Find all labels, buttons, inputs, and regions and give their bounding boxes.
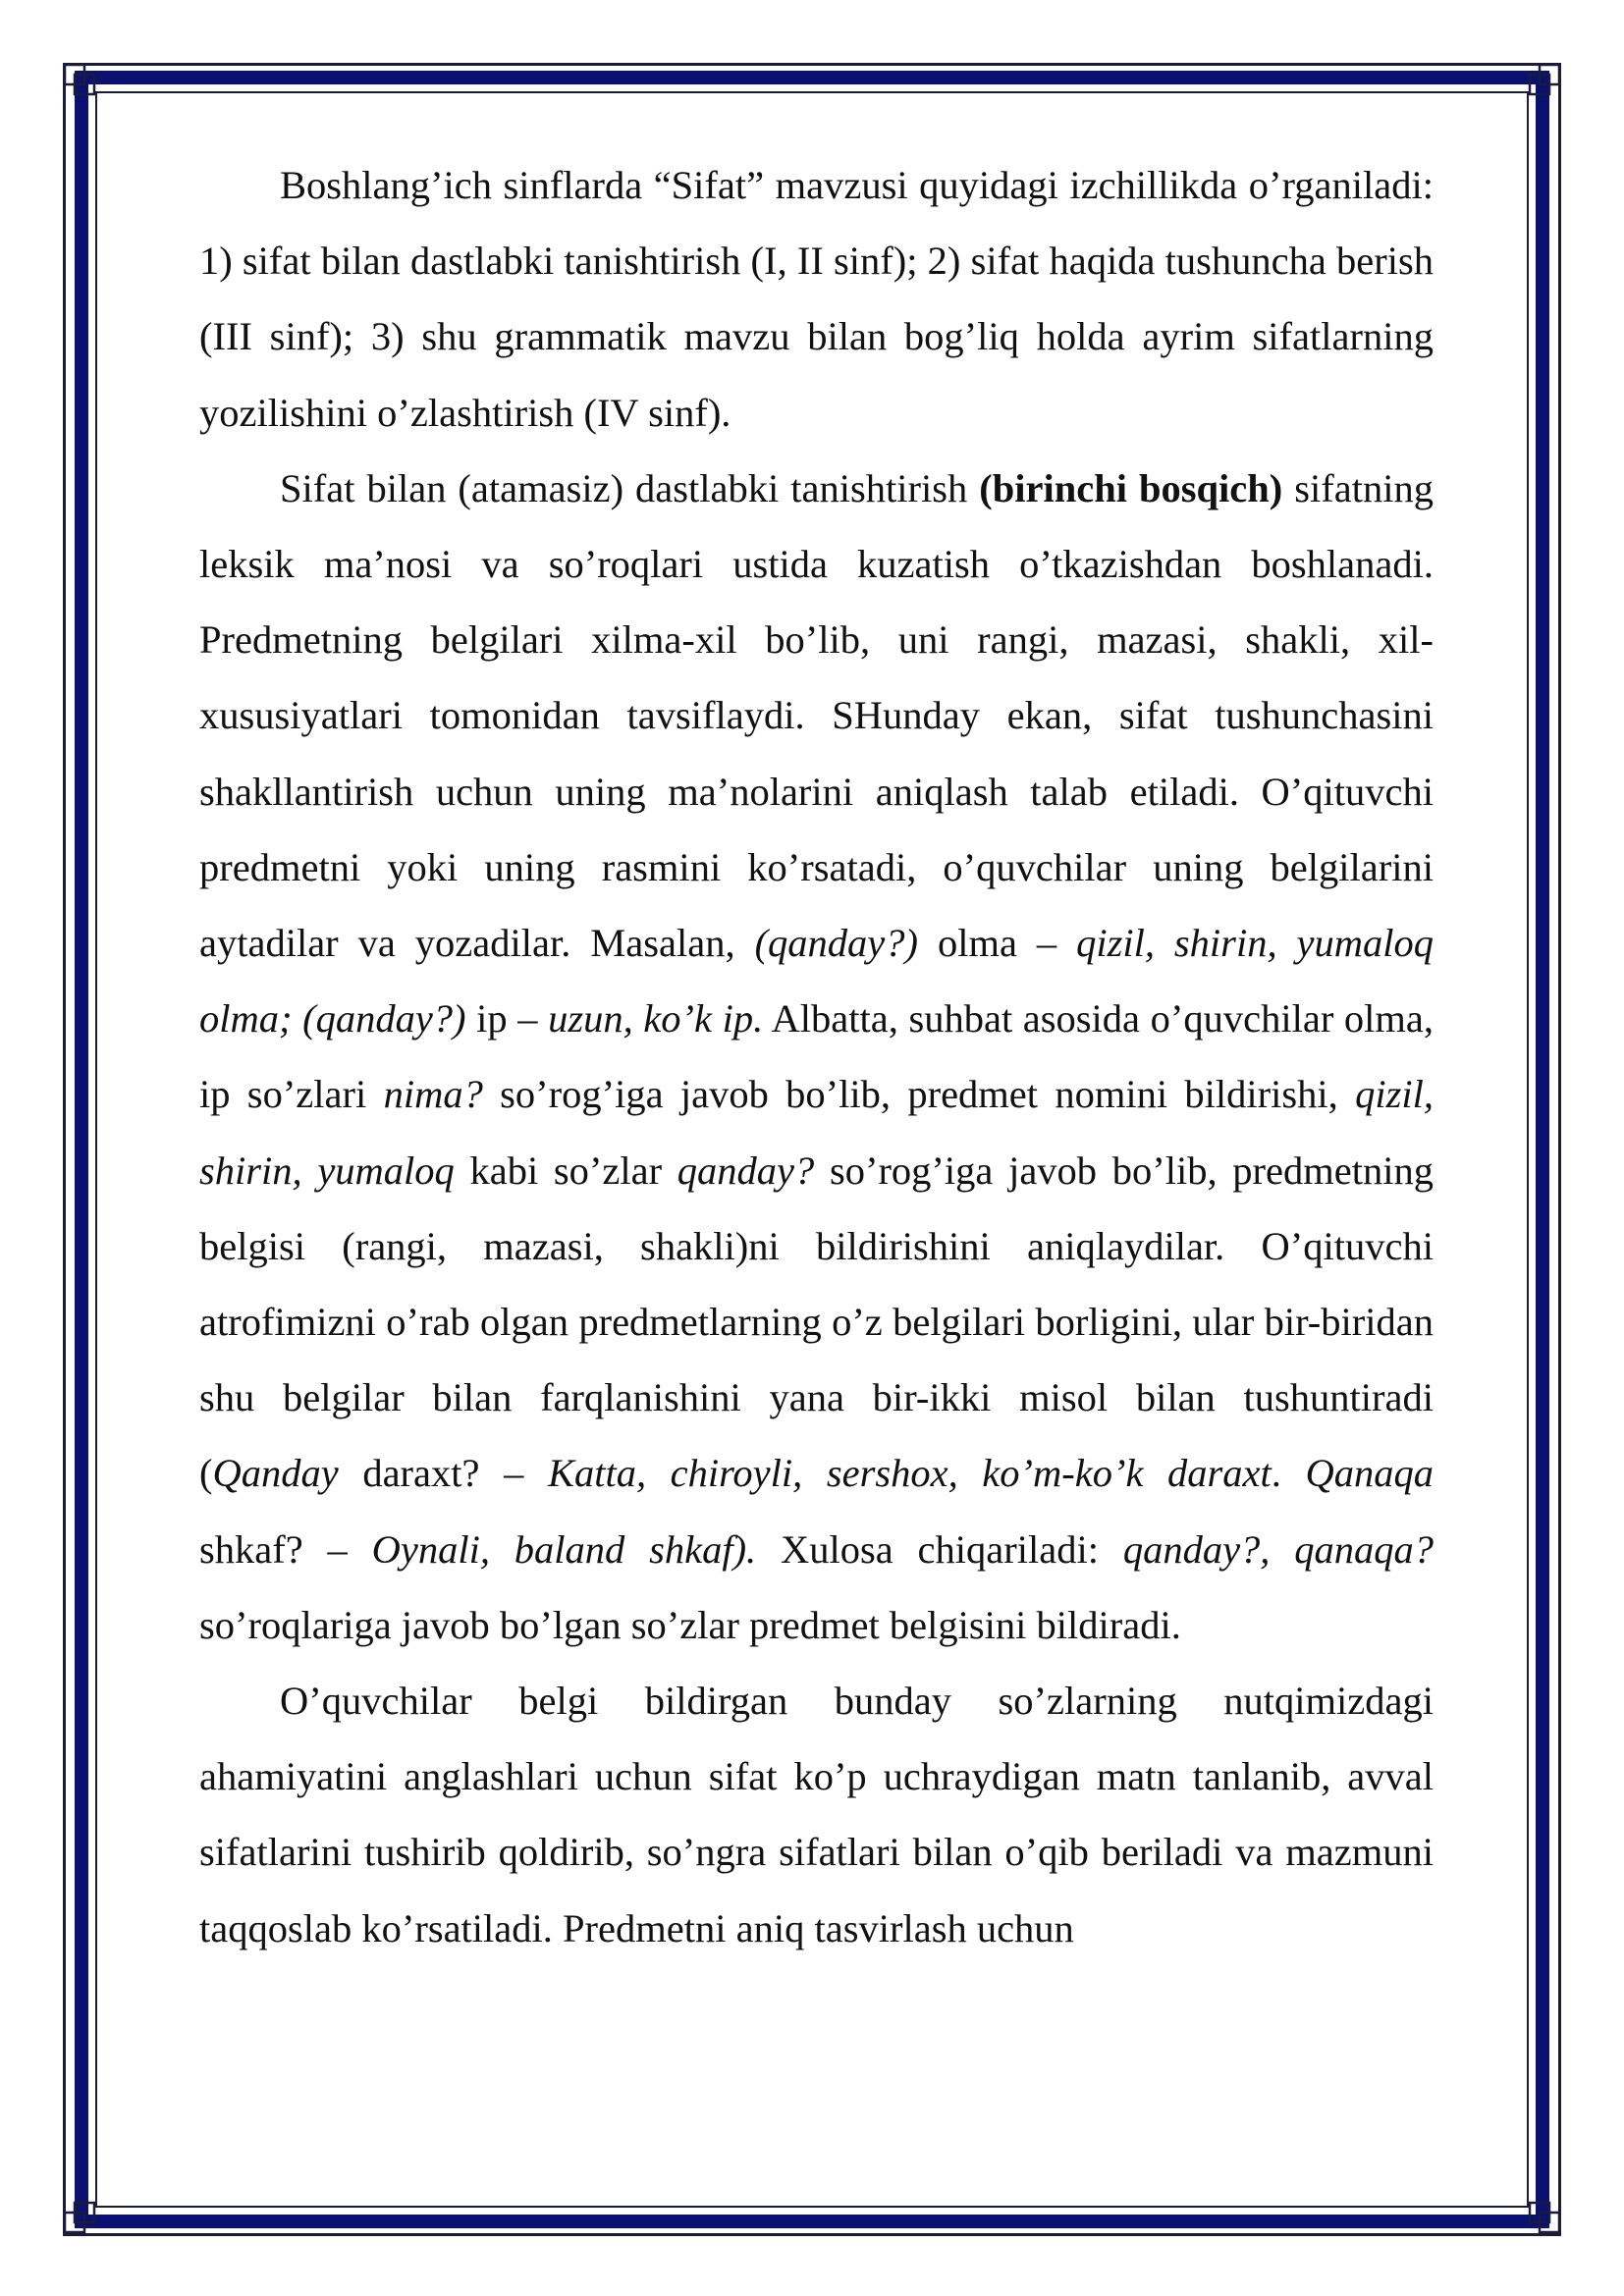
text-run: ip – xyxy=(465,996,549,1041)
text-run: (qanday?) xyxy=(754,921,919,966)
text-run: qizil, shirin, yumaloq xyxy=(199,1072,1434,1193)
text-run: Katta, chiroyli, sershox, ko’m-ko’k daraxt xyxy=(547,1451,1272,1496)
text-run: Sifat bilan (atamasiz) dastlabki tanishtirish xyxy=(280,465,980,510)
text-run: uzun, ko’k ip. xyxy=(548,996,764,1041)
text-run: qanday?, qanaqa? xyxy=(1122,1526,1434,1572)
corner-ornament-top-right xyxy=(1524,61,1563,100)
paragraph-2 xyxy=(199,451,1434,1663)
text-run: Qanday xyxy=(212,1451,339,1496)
corner-ornament-bottom-left xyxy=(61,2197,100,2236)
document-body xyxy=(199,147,1434,1966)
text-run: kabi so’zlar xyxy=(454,1148,677,1193)
text-run: Oynali, baland shkaf). xyxy=(371,1526,757,1572)
text-run: (birinchi bosqich) xyxy=(979,465,1283,510)
text-run: nima? xyxy=(383,1072,483,1117)
text-run: qizil, shirin, yumaloq olma; (qanday?) xyxy=(199,921,1434,1041)
text-run: Boshlang’ich sinflarda “Sifat” mavzusi quyidagi izchillikda o’rganiladi: 1) sifat bilan dastlabki tanishtirish (I, II sinf); 2) sifat haqida tushuncha berish (III sinf); 3) shu grammatik mavzu bilan bog’liq holda ayrim sifatlarning yozilishini o’zlashtirish (IV sinf). xyxy=(199,163,1434,435)
text-run: so’rog’iga javob bo’lib, predmet nomini bildirishi, xyxy=(482,1072,1356,1117)
text-run: shkaf? – xyxy=(199,1526,372,1572)
text-run: sifatning leksik ma’nosi va so’roqlari ustida kuzatish o’tkazishdan boshlanadi. Predmetning belgilari xilma-xil bo’lib, uni rangi, mazasi, shakli, xil-xususiyatlari tomonidan tavsiflaydi. SHunday ekan, sifat tushunchasini shakllantirish uchun uning ma’nolarini aniqlash talab etiladi. O’qituvchi predmetni yoki uning rasmini ko’rsatadi, o’quvchilar uning belgilarini aytadilar va yozadilar. Masalan, xyxy=(199,465,1434,966)
text-run: Xulosa chiqariladi: xyxy=(756,1526,1123,1572)
corner-ornament-bottom-right xyxy=(1524,2197,1563,2236)
text-run: so’roqlariga javob bo’lgan so’zlar predmet belgisini bildiradi. xyxy=(199,1602,1181,1647)
paragraph-1 xyxy=(199,147,1434,451)
corner-ornament-top-left xyxy=(61,61,100,100)
paragraph-3 xyxy=(199,1663,1434,1966)
text-run: . xyxy=(1271,1451,1306,1496)
text-run: Albatta, suhbat asosida o’quvchilar olma, ip so’zlari xyxy=(199,996,1434,1117)
text-run: so’rog’iga javob bo’lib, predmetning belgisi (rangi, mazasi, shakli)ni bildirishini aniqlaydilar. O’qituvchi atrofimizni o’rab olgan predmetlarning o’z belgilari borligini, ular bir-biridan shu belgilar bilan farqlanishini yana bir-ikki misol bilan tushuntiradi ( xyxy=(199,1148,1434,1496)
text-run: daraxt? – xyxy=(338,1451,548,1496)
text-run: olma – xyxy=(918,921,1077,966)
text-run: qanday? xyxy=(677,1148,815,1193)
text-run: Qanaqa xyxy=(1305,1451,1434,1496)
text-run: O’quvchilar belgi bildirgan bunday so’zlarning nutqimizdagi ahamiyatini anglashlari uchun sifat ko’p uchraydigan matn tanlanib, avval sifatlarini tushirib qoldirib, so’ngra sifatlari bilan o’qib beriladi va mazmuni taqqoslab ko’rsatiladi. Predmetni aniq tasvirlash uchun xyxy=(199,1679,1434,1950)
